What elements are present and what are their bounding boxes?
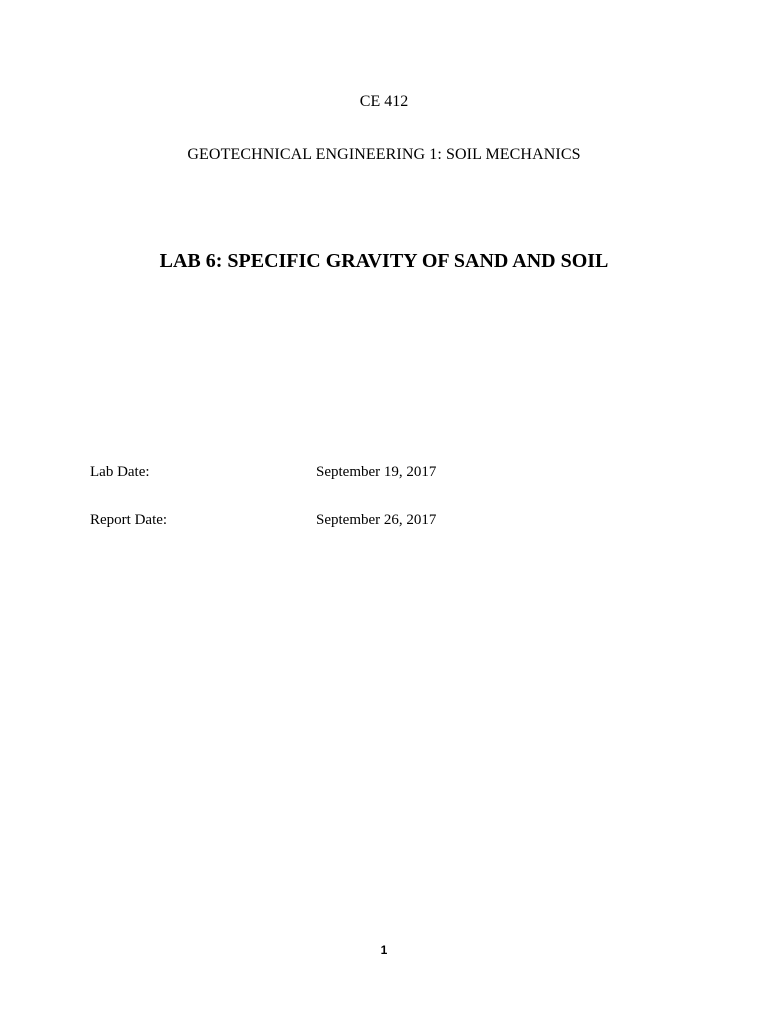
course-title: GEOTECHNICAL ENGINEERING 1: SOIL MECHANICS xyxy=(187,146,581,163)
course-code: CE 412 xyxy=(359,93,409,110)
lab-date-value: September 19, 2017 xyxy=(316,464,437,480)
page-number: 1 xyxy=(380,943,388,957)
lab-title: LAB 6: SPECIFIC GRAVITY OF SAND AND SOIL xyxy=(159,250,609,272)
report-date-value: September 26, 2017 xyxy=(316,512,437,528)
report-date-label: Report Date: xyxy=(90,512,168,528)
lab-date-label: Lab Date: xyxy=(90,464,150,480)
